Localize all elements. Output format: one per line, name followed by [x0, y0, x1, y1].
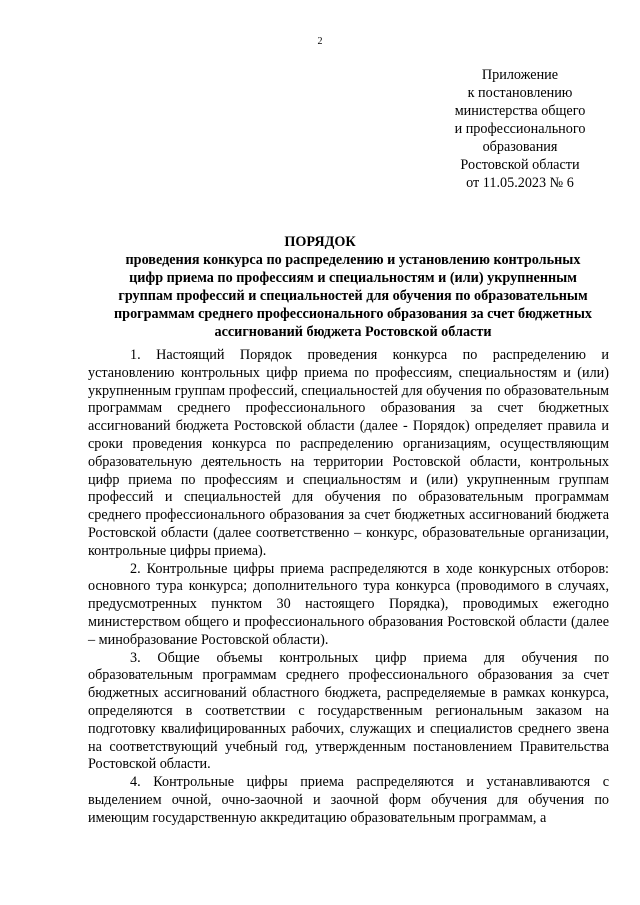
- subtitle-line: цифр приема по профессиям и специальностям и (или) укрупненным: [129, 270, 577, 286]
- appendix-line: министерства общего: [454, 103, 586, 119]
- appendix-line: Ростовской области: [460, 157, 580, 173]
- document-title: ПОРЯДОК: [284, 234, 356, 250]
- appendix-line: Приложение: [481, 67, 559, 83]
- document-subtitle: [95, 251, 611, 341]
- appendix-date-line: от 11.05.2023 № 6: [466, 175, 574, 191]
- subtitle-line: проведения конкурса по распределению и установлению контрольных: [125, 252, 581, 268]
- appendix-line: к постановлению: [467, 85, 573, 101]
- page-number: 2: [317, 36, 323, 47]
- subtitle-line: ассигнований бюджета Ростовской области: [214, 324, 492, 340]
- appendix-line: и профессионального: [454, 121, 586, 137]
- paragraph-1: 1. Настоящий Порядок проведения конкурса по распределению и установлению контрольных цифр приема по профессиям, специальностям и (или) укрупненным группам профессий, специальностей для обучения по образовательным программам среднего профессионального образования за счет бюджетных ассигнований бюджета Ростовской области (далее - Порядок) определяет правила и сроки проведения конкурса по распределению организациям, осуществляющим образовательную деятельность на территории Ростовской области, контрольных цифр приема по профессиям и специальностям и (или) укрупненным группам профессий и специальностей для обучения по образовательным программам среднего профессионального образования за счет бюджетных ассигнований бюджета Ростовской области (далее соответственно – конкурс, образовательные организации, контрольные цифры приема).: [88, 347, 609, 559]
- paragraph-2: 2. Контрольные цифры приема распределяются в ходе конкурсных отборов: основного тура конкурса; дополнительного тура конкурса (проводимого в случаях, предусмотренных пунктом 30 настоящего Порядка), проводимых ежегодно министерством общего и профессионального образования Ростовской области (далее – минобразование Ростовской области).: [88, 560, 609, 648]
- paragraph-3: 3. Общие объемы контрольных цифр приема для обучения по образовательным программам среднего профессионального образования за счет бюджетных ассигнований областного бюджета, распределяемые в рамках конкурса, определяются в соответствии с государственным региональным заказом на подготовку квалифицированных рабочих, служащих и специалистов среднего звена на соответствующий учебный год, утвержденным постановлением Правительства Ростовской области.: [88, 649, 609, 773]
- subtitle-line: программам среднего профессионального образования за счет бюджетных: [114, 306, 592, 322]
- paragraph-4: 4. Контрольные цифры приема распределяются и устанавливаются с выделением очной, очно-заочной и заочной форм обучения для обучения по имеющим государственную аккредитацию образовательным программам, а: [88, 774, 609, 826]
- appendix-block: [430, 66, 610, 192]
- appendix-line: образования: [482, 139, 558, 155]
- document-body: [88, 347, 609, 828]
- subtitle-line: группам профессий и специальностей для обучения по образовательным: [118, 288, 588, 304]
